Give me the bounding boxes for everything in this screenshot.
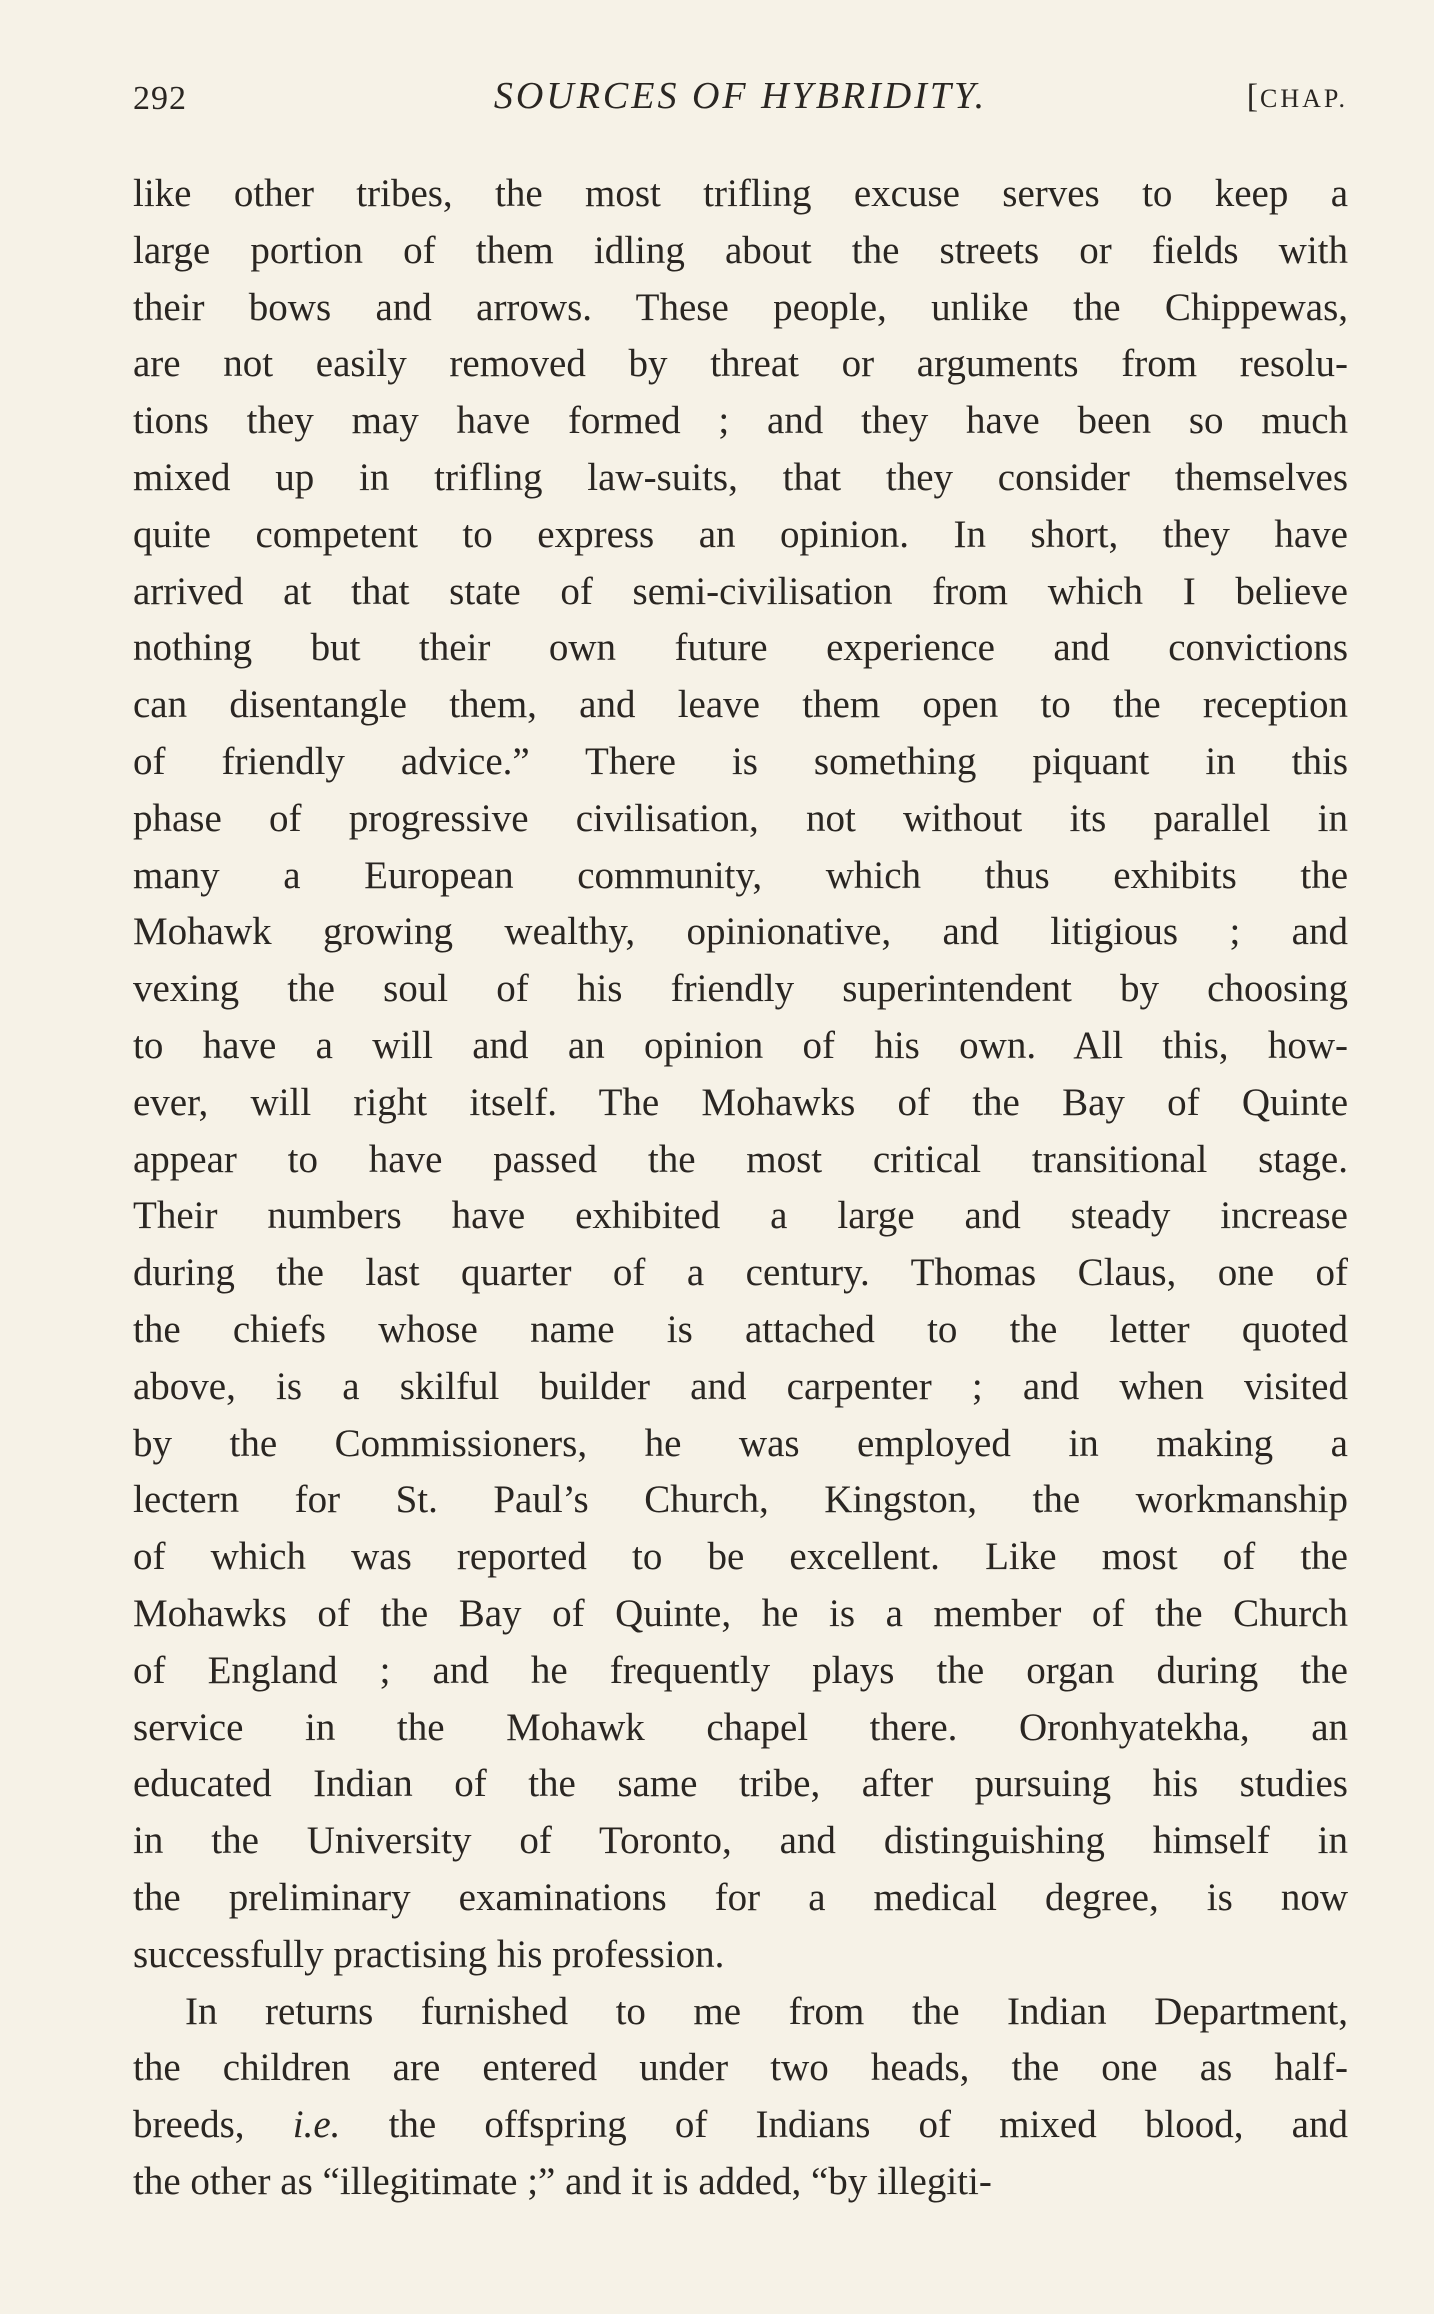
text-line: many a European community, which thus exhibits the: [133, 853, 1348, 897]
running-head: [133, 70, 1348, 130]
text-line: can disentangle them, and leave them open to the reception: [133, 683, 1348, 727]
page-number: 292: [133, 80, 187, 117]
text-line: to have a will and an opinion of his own. All this, how-: [133, 1023, 1348, 1067]
text-line: ever, will right itself. The Mohawks of the Bay of Quinte: [133, 1080, 1348, 1124]
text-line: breeds, i.e. the offspring of Indians of mixed blood, and: [133, 2103, 1348, 2147]
paragraph: [133, 166, 1348, 1984]
text-line: of friendly advice.” There is something piquant in this: [133, 739, 1348, 783]
text-line: the chiefs whose name is attached to the letter quoted: [133, 1307, 1348, 1351]
text-line: Mohawks of the Bay of Quinte, he is a member of the Church: [133, 1591, 1348, 1635]
text-line: tions they may have formed ; and they have been so much: [133, 399, 1348, 443]
text-line: like other tribes, the most trifling excuse serves to keep a: [133, 172, 1348, 215]
text-line: the preliminary examinations for a medical degree, is now: [133, 1875, 1348, 1919]
paragraph: [133, 1984, 1348, 2211]
text-line: educated Indian of the same tribe, after pursuing his studies: [133, 1762, 1348, 1806]
text-line: large portion of them idling about the streets or fields with: [133, 228, 1348, 272]
text-line: during the last quarter of a century. Thomas Claus, one of: [133, 1251, 1348, 1295]
text-line: Mohawk growing wealthy, opinionative, and litigious ; and: [133, 910, 1348, 954]
text-line: are not easily removed by threat or arguments from resolu-: [133, 342, 1348, 386]
chapter-mark: [CHAP.: [1246, 78, 1348, 115]
text-line: nothing but their own future experience and convictions: [133, 626, 1348, 670]
text-line: mixed up in trifling law-suits, that they consider themselves: [133, 455, 1348, 499]
text-line: In returns furnished to me from the Indian Department,: [185, 1989, 1348, 2033]
text-line: above, is a skilful builder and carpenter ; and when visited: [133, 1364, 1348, 1408]
running-title: SOURCES OF HYBRIDITY.: [493, 75, 988, 117]
text-line: their bows and arrows. These people, unlike the Chippewas,: [133, 285, 1348, 329]
text-line: in the University of Toronto, and distinguishing himself in: [133, 1819, 1348, 1863]
text-line: of England ; and he frequently plays the organ during the: [133, 1648, 1348, 1692]
text-line: the other as “illegitimate ;” and it is added, “by illegiti-: [133, 2159, 992, 2203]
text-line: vexing the soul of his friendly superintendent by choosing: [133, 967, 1348, 1011]
text-line: arrived at that state of semi-civilisation from which I believe: [133, 569, 1348, 613]
book-page: [133, 70, 1348, 2211]
text-line: by the Commissioners, he was employed in making a: [133, 1421, 1348, 1465]
text-line: the children are entered under two heads, the one as half-: [133, 2046, 1348, 2090]
text-line: of which was reported to be excellent. Like most of the: [133, 1535, 1348, 1579]
text-line: Their numbers have exhibited a large and steady increase: [133, 1194, 1348, 1238]
text-line: quite competent to express an opinion. In short, they have: [133, 512, 1348, 556]
text-line: service in the Mohawk chapel there. Oronhyatekha, an: [133, 1705, 1348, 1749]
body-text: [133, 166, 1348, 2211]
text-line: appear to have passed the most critical transitional stage.: [133, 1137, 1348, 1181]
text-line: successfully practising his profession.: [133, 1932, 725, 1976]
text-line: lectern for St. Paul’s Church, Kingston, the workmanship: [133, 1478, 1348, 1522]
text-line: phase of progressive civilisation, not without its parallel in: [133, 796, 1348, 840]
